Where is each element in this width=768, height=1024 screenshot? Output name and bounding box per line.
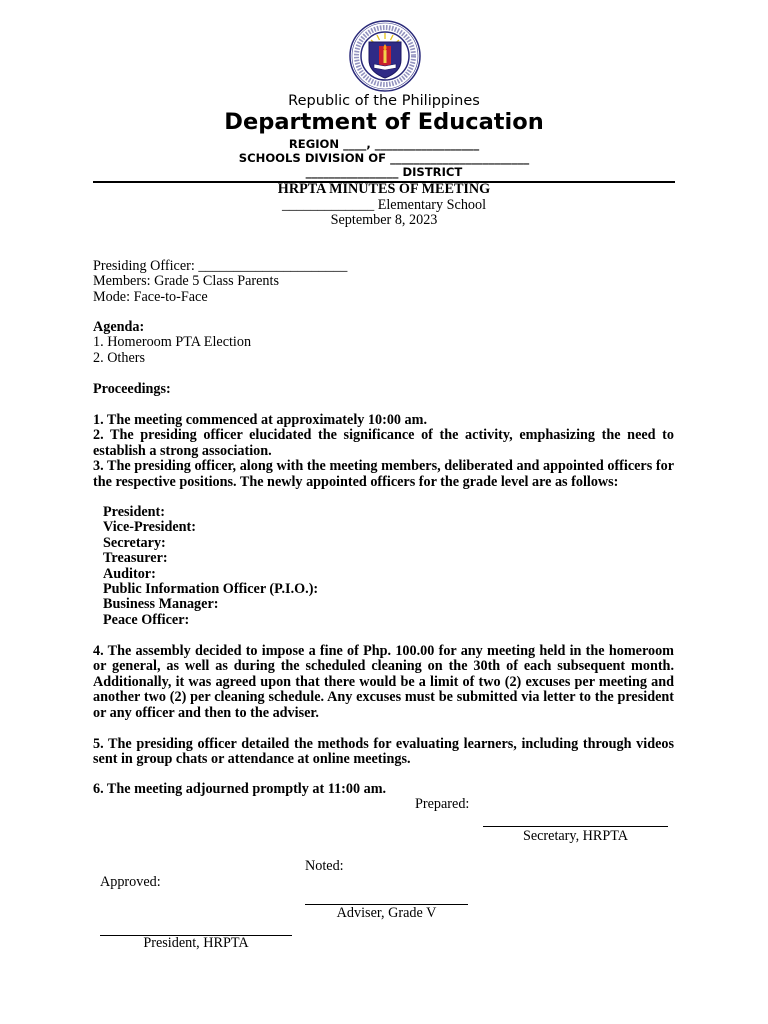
proceedings-label: Proceedings: xyxy=(93,381,171,397)
proceeding-item-6: 6. The meeting adjourned promptly at 11:00 am. xyxy=(93,781,387,797)
proceeding-item-5: 5. The presiding officer detailed the methods for evaluating learners, including through videos sent in group chats or attendance at online meetings. xyxy=(93,736,674,768)
division-line: SCHOOLS DIVISION OF ________________________ xyxy=(238,151,530,165)
officer-vice-president: Vice-President: xyxy=(103,519,196,536)
noted-role: Adviser, Grade V xyxy=(336,905,437,921)
proceeding-item-2: 2. The presiding officer elucidated the significance of the activity, emphasizing the need to establish a strong association. xyxy=(93,427,674,459)
meeting-info xyxy=(93,259,674,305)
agenda-label: Agenda: xyxy=(93,319,145,335)
mode-line: Mode: Face-to-Face xyxy=(93,288,208,305)
proceedings-list xyxy=(93,413,674,490)
noted-label: Noted: xyxy=(305,858,344,874)
agenda-item: 2. Others xyxy=(93,349,146,366)
officer-president: President: xyxy=(103,504,165,520)
prepared-role: Secretary, HRPTA xyxy=(522,828,629,844)
approved-label: Approved: xyxy=(100,874,161,890)
officer-treasurer: Treasurer: xyxy=(103,550,168,567)
presiding-officer-line: Presiding Officer: _____________________ xyxy=(93,258,348,274)
officer-auditor: Auditor: xyxy=(103,565,156,582)
district-line: ________________ DISTRICT xyxy=(305,165,463,179)
agenda-section xyxy=(93,320,674,366)
officers-list xyxy=(93,505,674,628)
prepared-signature-line xyxy=(483,826,668,827)
document-title: HRPTA MINUTES OF MEETING xyxy=(277,181,491,197)
officer-secretary: Secretary: xyxy=(103,534,166,551)
officer-pio: Public Information Officer (P.I.O.): xyxy=(103,581,319,598)
department-heading: Department of Education xyxy=(224,109,544,135)
approved-role: President, HRPTA xyxy=(143,935,249,951)
proceeding-item-4: 4. The assembly decided to impose a fine of Php. 100.00 for any meeting held in the homeroom or general, as well as during the scheduled cleaning on the 30th of each subsequent month. Additionally, it was agreed upon that there would be a limit of two (2) excuses per meeting and another two (2) per cleaning schedule. Any excuses must be submitted via letter to the president or any officer and then to the adviser. xyxy=(93,643,674,721)
members-line: Members: Grade 5 Class Parents xyxy=(93,273,279,290)
proceeding-item-1: 1. The meeting commenced at approximately 10:00 am. xyxy=(93,412,428,428)
proceeding-item-3: 3. The presiding officer, along with the meeting members, deliberated and appointed officers for the respective positions. The newly appointed officers for the grade level are as follows: xyxy=(93,458,674,490)
republic-heading: Republic of the Philippines xyxy=(288,93,480,109)
officer-business-manager: Business Manager: xyxy=(103,596,219,613)
school-name-line: _____________ Elementary School xyxy=(281,197,487,213)
agenda-item: 1. Homeroom PTA Election xyxy=(93,334,252,351)
meeting-date: September 8, 2023 xyxy=(330,212,438,228)
prepared-label: Prepared: xyxy=(415,796,470,812)
region-line: REGION ____, __________________ xyxy=(288,137,480,151)
deped-seal-logo xyxy=(349,20,421,92)
officer-peace-officer: Peace Officer: xyxy=(103,611,190,628)
